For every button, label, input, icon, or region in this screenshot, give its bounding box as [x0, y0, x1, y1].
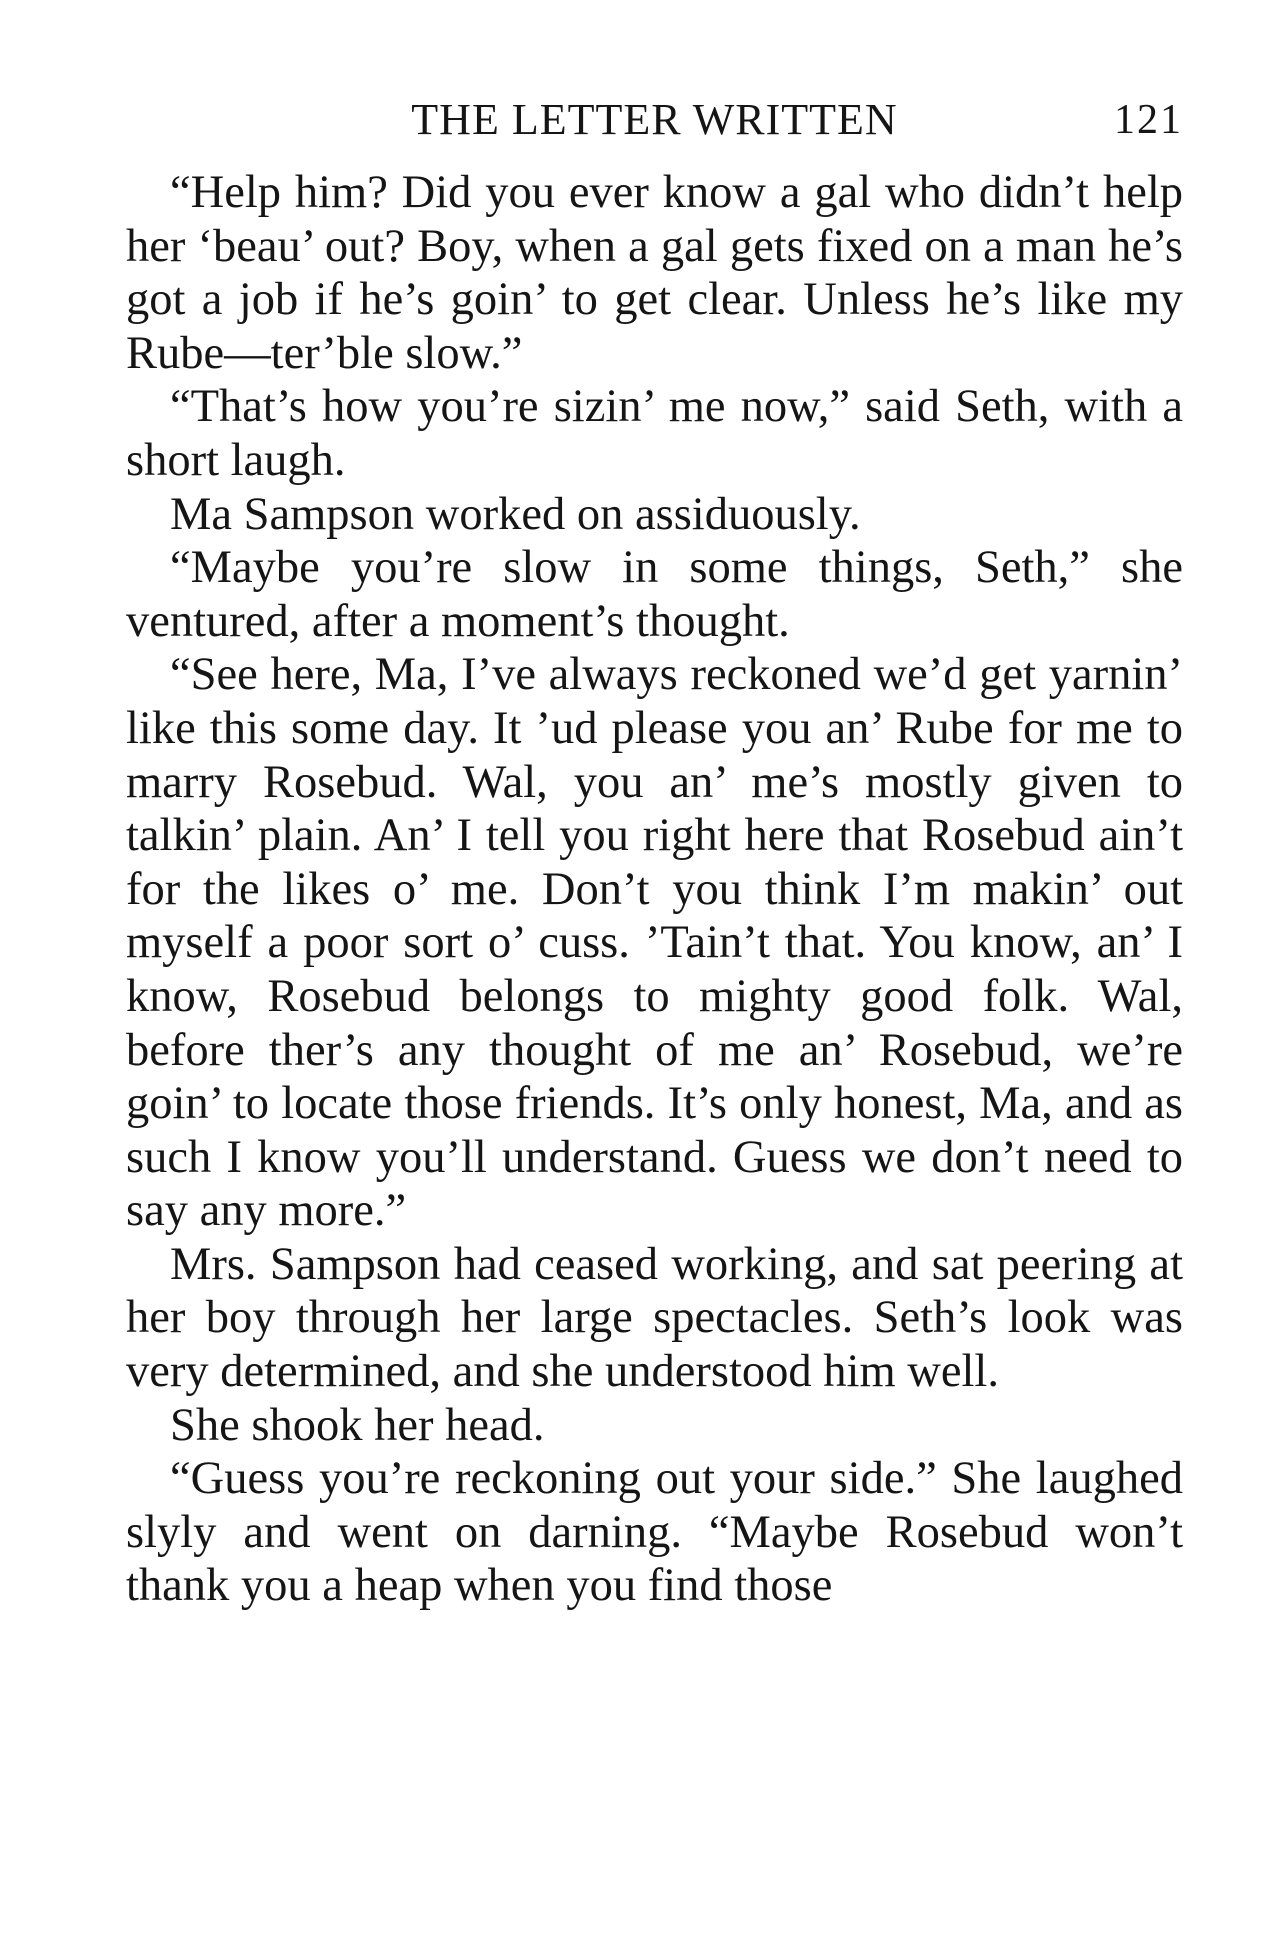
paragraph: “See here, Ma, I’ve always reckoned we’d get yarnin’ like this some day. It ’ud please you an’ Rube for me to marry Rosebud. Wal, you an’ me’s mostly given to talkin’ plain. An’ I tell you right here that Rosebud ain’t for the likes o’ me. Don’t you think I’m makin’ out myself a poor sort o’ cuss. ’Tain’t that. You know, an’ I know, Rosebud belongs to mighty good folk. Wal, before ther’s any thought of me an’ Rosebud, we’re goin’ to locate those friends. It’s only honest, Ma, and as such I know you’ll understand. Guess we don’t need to say any more.”: [126, 649, 1183, 1237]
page-number: 121: [1114, 97, 1183, 143]
body-text: [126, 166, 1183, 1613]
paragraph: “Guess you’re reckoning out your side.” She laughed slyly and went on darning. “Maybe Rosebud won’t thank you a heap when you find those: [126, 1453, 1183, 1612]
paragraph: Mrs. Sampson had ceased working, and sat peering at her boy through her large spectacles. Seth’s look was very determined, and she understood him well.: [126, 1238, 1183, 1398]
paragraph: Ma Sampson worked on assiduously.: [170, 488, 861, 540]
paragraph: “Maybe you’re slow in some things, Seth,” she ventured, after a moment’s thought.: [126, 542, 1183, 647]
paragraph: She shook her head.: [170, 1399, 545, 1451]
paragraph: “Help him? Did you ever know a gal who didn’t help her ‘beau’ out? Boy, when a gal gets fixed on a man he’s got a job if he’s goin’ to get clear. Unless he’s like my Rube—ter’ble slow.”: [126, 167, 1183, 379]
running-title: THE LETTER WRITTEN: [411, 95, 898, 144]
book-page: [126, 90, 1183, 1613]
running-head: [126, 90, 1183, 150]
paragraph: “That’s how you’re sizin’ me now,” said Seth, with a short laugh.: [126, 381, 1183, 486]
